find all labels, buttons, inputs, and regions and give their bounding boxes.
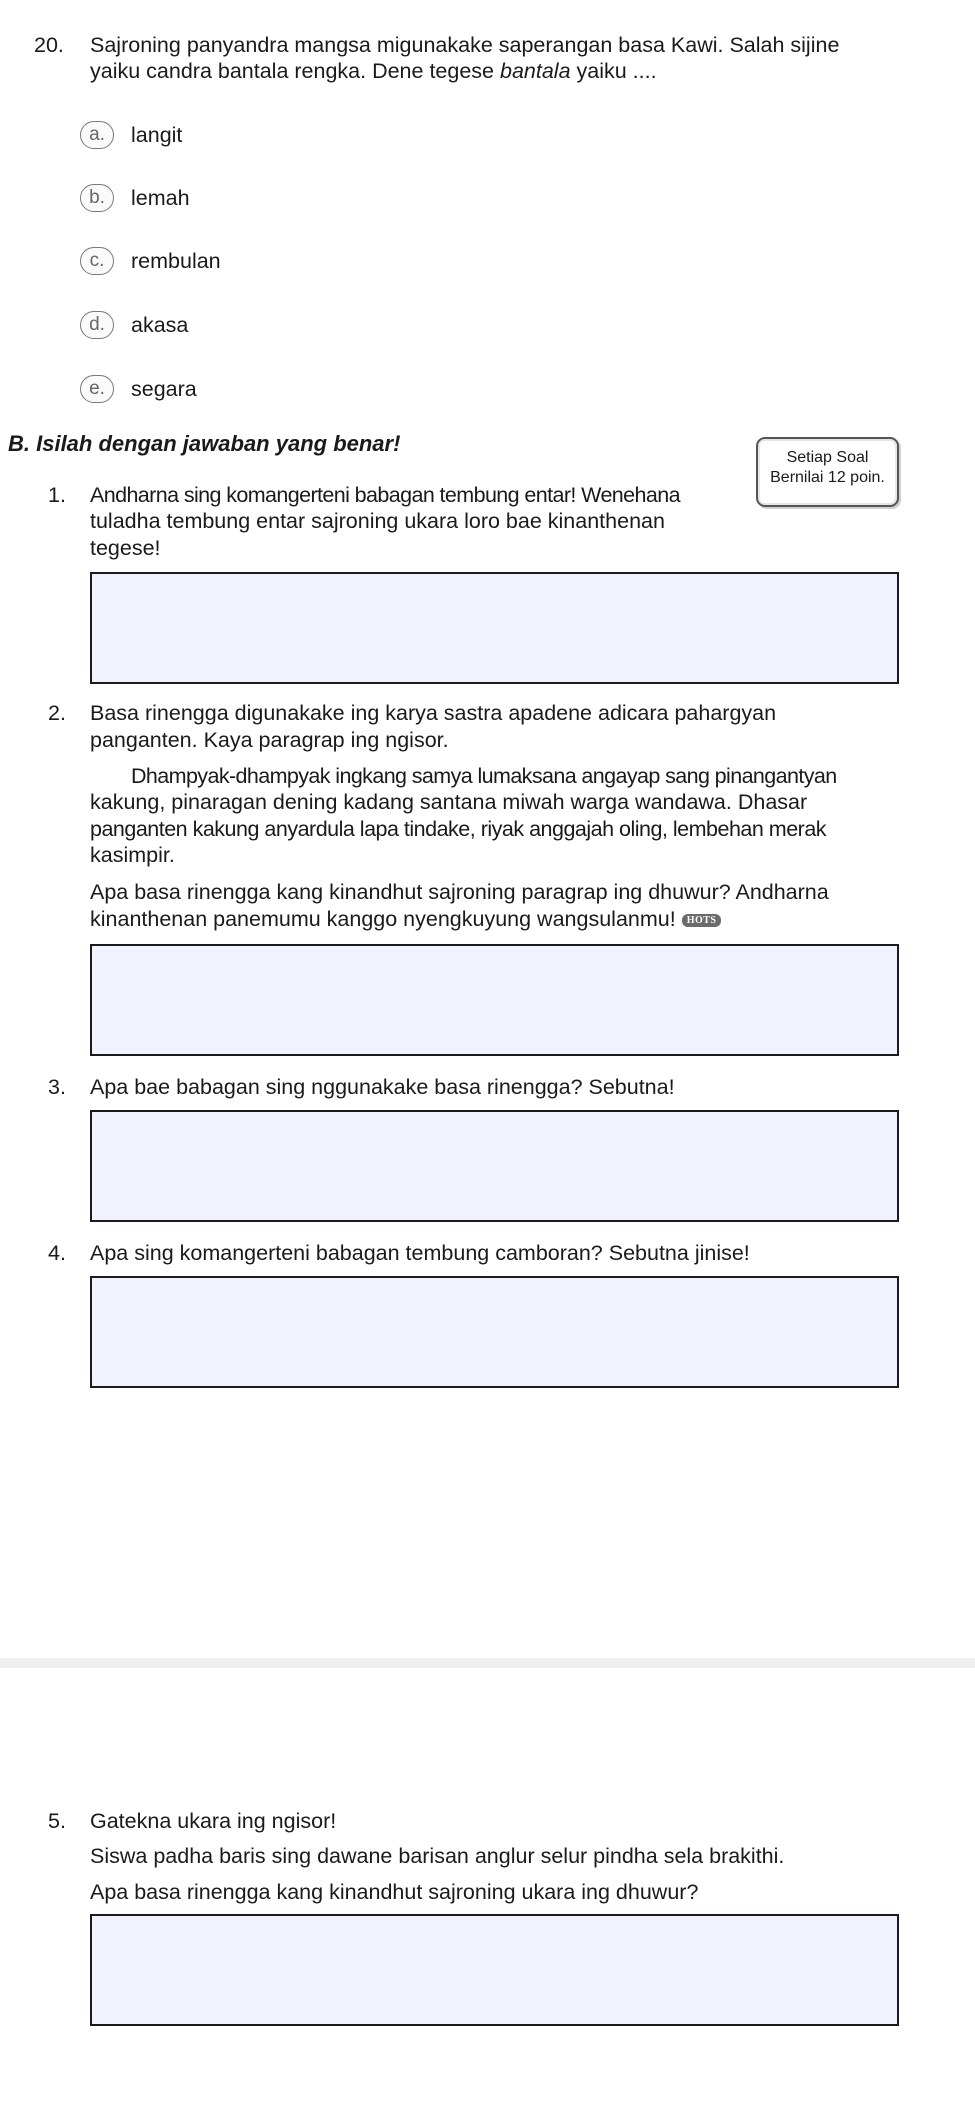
section-b-title: B. Isilah dengan jawaban yang benar! <box>8 431 401 456</box>
question-2-paragraph-line-1: Dhampyak-dhampyak ingkang samya lumaksana angayap sang pinangantyan <box>131 764 837 788</box>
option-e-letter: e. <box>80 375 114 403</box>
question-1-line-2: tuladha tembung entar sajroning ukara loro bae kinanthenan <box>90 509 665 533</box>
question-1-number: 1. <box>48 483 66 507</box>
question-20-line-2 <box>90 58 900 85</box>
option-e[interactable] <box>80 374 197 404</box>
answer-box-3[interactable] <box>90 1110 899 1222</box>
score-badge-line-1: Setiap Soal <box>786 449 869 466</box>
option-d-text: akasa <box>131 312 189 337</box>
page-divider <box>0 1658 975 1668</box>
question-5-number: 5. <box>48 1809 66 1833</box>
option-d-letter: d. <box>80 311 114 339</box>
question-2-paragraph-line-2: kakung, pinaragan dening kadang santana miwah warga wandawa. Dhasar <box>90 790 808 814</box>
score-badge-line-2: Bernilai 12 poin. <box>770 469 885 486</box>
answer-box-2[interactable] <box>90 944 899 1056</box>
option-c[interactable] <box>80 246 221 276</box>
question-20-italic-word: bantala <box>499 59 571 83</box>
question-3-text: Apa bae babagan sing nggunakake basa rinengga? Sebutna! <box>90 1075 675 1099</box>
question-3-number: 3. <box>48 1075 66 1099</box>
question-20-line-1: Sajroning panyandra mangsa migunakake saperangan basa Kawi. Salah sijine <box>90 33 840 57</box>
answer-box-5[interactable] <box>90 1914 899 2026</box>
question-2-paragraph-line-3: panganten kakung anyardula lapa tindake, riyak anggajah oling, lembehan merak <box>90 817 827 841</box>
option-b[interactable] <box>80 183 190 213</box>
question-5-ask: Apa basa rinengga kang kinandhut sajroning ukara ing dhuwur? <box>90 1880 699 1904</box>
option-b-letter: b. <box>80 184 114 212</box>
question-20-number: 20. <box>34 33 64 57</box>
option-d[interactable] <box>80 310 188 340</box>
question-2-number: 2. <box>48 701 66 725</box>
question-2-ask-line-2-text: kinanthenan panemumu kanggo nyengkuyung wangsulanmu! <box>90 907 676 931</box>
question-5-sentence: Siswa padha baris sing dawane barisan anglur selur pindha sela brakithi. <box>90 1844 785 1868</box>
question-2-ask-line-1: Apa basa rinengga kang kinandhut sajroning paragrap ing dhuwur? Andharna <box>90 880 829 904</box>
question-1-line-1: Andharna sing komangerteni babagan tembung entar! Wenehana <box>90 483 680 507</box>
option-c-letter: c. <box>80 247 114 275</box>
question-2-line-1: Basa rinengga digunakake ing karya sastra apadene adicara pahargyan <box>90 701 777 725</box>
score-badge <box>756 437 899 507</box>
hots-badge: HOTS <box>682 914 722 927</box>
option-a[interactable] <box>80 120 182 150</box>
question-20-line-2-pre: yaiku candra bantala rengka. Dene tegese <box>90 59 500 83</box>
question-2-ask-line-2 <box>90 906 900 933</box>
question-2-line-2: panganten. Kaya paragrap ing ngisor. <box>90 728 449 752</box>
option-a-text: langit <box>131 122 183 147</box>
question-4-number: 4. <box>48 1241 66 1265</box>
question-5-text: Gatekna ukara ing ngisor! <box>90 1809 337 1833</box>
question-2-paragraph-line-4: kasimpir. <box>90 843 175 867</box>
option-a-letter: a. <box>80 121 114 149</box>
option-c-text: rembulan <box>131 248 221 273</box>
answer-box-1[interactable] <box>90 572 899 684</box>
option-b-text: lemah <box>131 185 190 210</box>
answer-box-4[interactable] <box>90 1276 899 1388</box>
option-e-text: segara <box>131 376 197 401</box>
question-1-line-3: tegese! <box>90 536 161 560</box>
question-20-line-2-post: yaiku .... <box>570 59 657 83</box>
question-4-text: Apa sing komangerteni babagan tembung camboran? Sebutna jinise! <box>90 1241 750 1265</box>
